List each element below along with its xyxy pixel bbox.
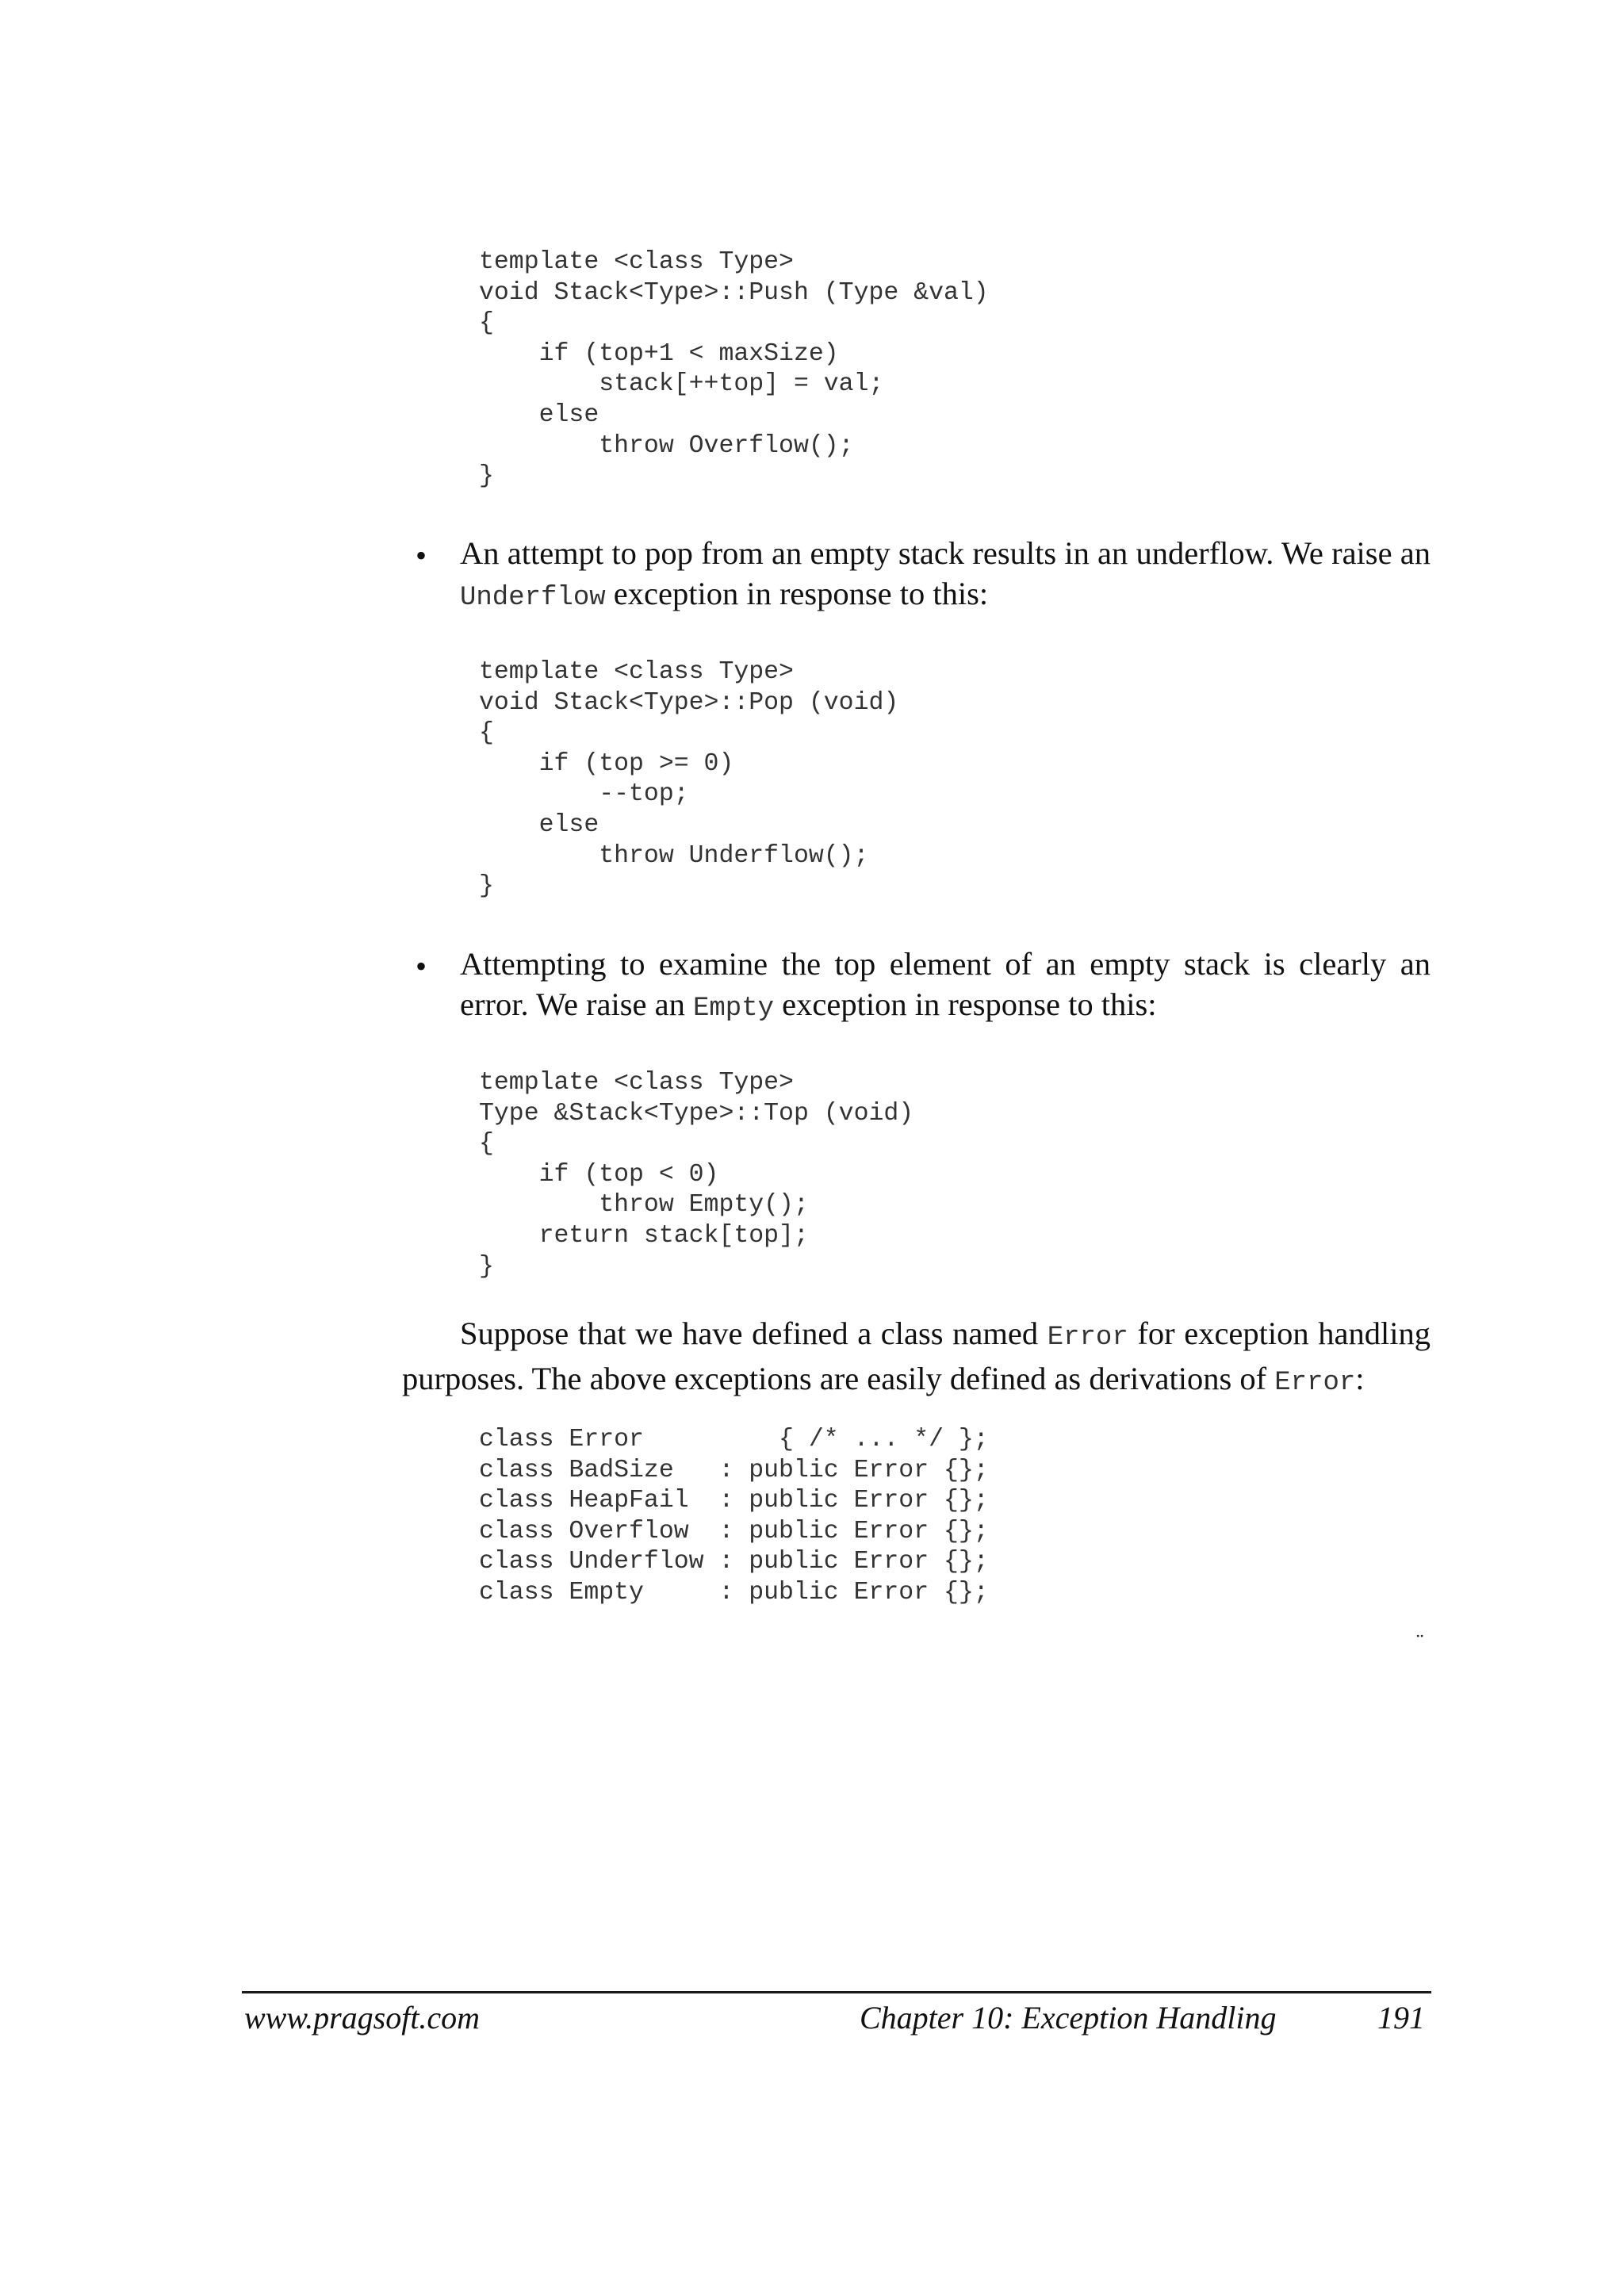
- code-line: void Stack<Type>::Pop (void): [479, 688, 899, 717]
- bullet-marker: •: [416, 538, 427, 573]
- code-line: else: [479, 400, 599, 429]
- footer-chapter-title: Chapter 10: Exception Handling: [860, 2000, 1277, 2035]
- code-line: class BadSize : public Error {};: [479, 1456, 989, 1484]
- code-line: template <class Type>: [479, 248, 794, 276]
- bullet-underflow-paragraph: [460, 533, 1431, 618]
- paragraph-text: :: [1355, 1361, 1365, 1396]
- code-block-push: [479, 247, 989, 492]
- code-line: if (top >= 0): [479, 749, 734, 778]
- footer-rule: [242, 1991, 1431, 1993]
- code-line: {: [479, 309, 494, 338]
- paragraph-text: Suppose that we have defined a class named: [460, 1316, 1048, 1351]
- bullet-underflow-text-after: exception in response to this:: [605, 576, 989, 611]
- code-block-pop: [479, 657, 898, 902]
- footer-website: www.pragsoft.com: [244, 2000, 481, 2035]
- code-line: template <class Type>: [479, 658, 794, 686]
- paragraph-text: for exception handling purposes. The above exceptions are easily defined as derivations of: [402, 1316, 1431, 1396]
- code-line: --top;: [479, 780, 689, 809]
- code-line: if (top < 0): [479, 1160, 719, 1189]
- inline-code-error: Error: [1274, 1368, 1356, 1398]
- error-class-paragraph: [402, 1313, 1431, 1404]
- bullet-empty-text-before: Attempting to examine the top element of an empty stack is clearly an error. We raise an: [460, 946, 1431, 1022]
- bullet-empty-text-after: exception in response to this:: [774, 986, 1157, 1022]
- code-line: class Error { /* ... */ };: [479, 1426, 989, 1453]
- code-line: }: [479, 872, 494, 901]
- inline-code-underflow: Underflow: [460, 583, 606, 613]
- code-line: template <class Type>: [479, 1069, 794, 1097]
- code-line: void Stack<Type>::Push (Type &val): [479, 278, 989, 307]
- code-line: return stack[top];: [479, 1221, 809, 1250]
- section-end-mark: ¨: [1416, 1630, 1424, 1655]
- code-line: }: [479, 1252, 494, 1281]
- code-line: {: [479, 1130, 494, 1158]
- code-line: if (top+1 < maxSize): [479, 339, 839, 368]
- code-line: Type &Stack<Type>::Top (void): [479, 1099, 914, 1128]
- code-line: class HeapFail : public Error {};: [479, 1487, 989, 1515]
- code-line: throw Empty();: [479, 1191, 809, 1220]
- code-line: stack[++top] = val;: [479, 370, 884, 399]
- inline-code-error: Error: [1047, 1323, 1128, 1353]
- code-line: class Empty : public Error {};: [479, 1578, 989, 1607]
- code-line: else: [479, 810, 599, 839]
- code-line: class Overflow : public Error {};: [479, 1517, 989, 1545]
- code-line: throw Overflow();: [479, 431, 854, 460]
- code-line: {: [479, 719, 494, 748]
- page-number: 191: [1377, 2000, 1425, 2035]
- code-line: class Underflow : public Error {};: [479, 1548, 989, 1576]
- code-line: throw Underflow();: [479, 841, 869, 870]
- inline-code-empty: Empty: [692, 994, 775, 1024]
- code-block-classes: [479, 1425, 989, 1609]
- bullet-marker: •: [416, 948, 427, 984]
- bullet-underflow-text-before: An attempt to pop from an empty stack results in an underflow. We raise an: [460, 535, 1431, 571]
- code-block-top: [479, 1068, 914, 1282]
- bullet-empty-paragraph: [460, 944, 1431, 1029]
- code-line: }: [479, 462, 494, 491]
